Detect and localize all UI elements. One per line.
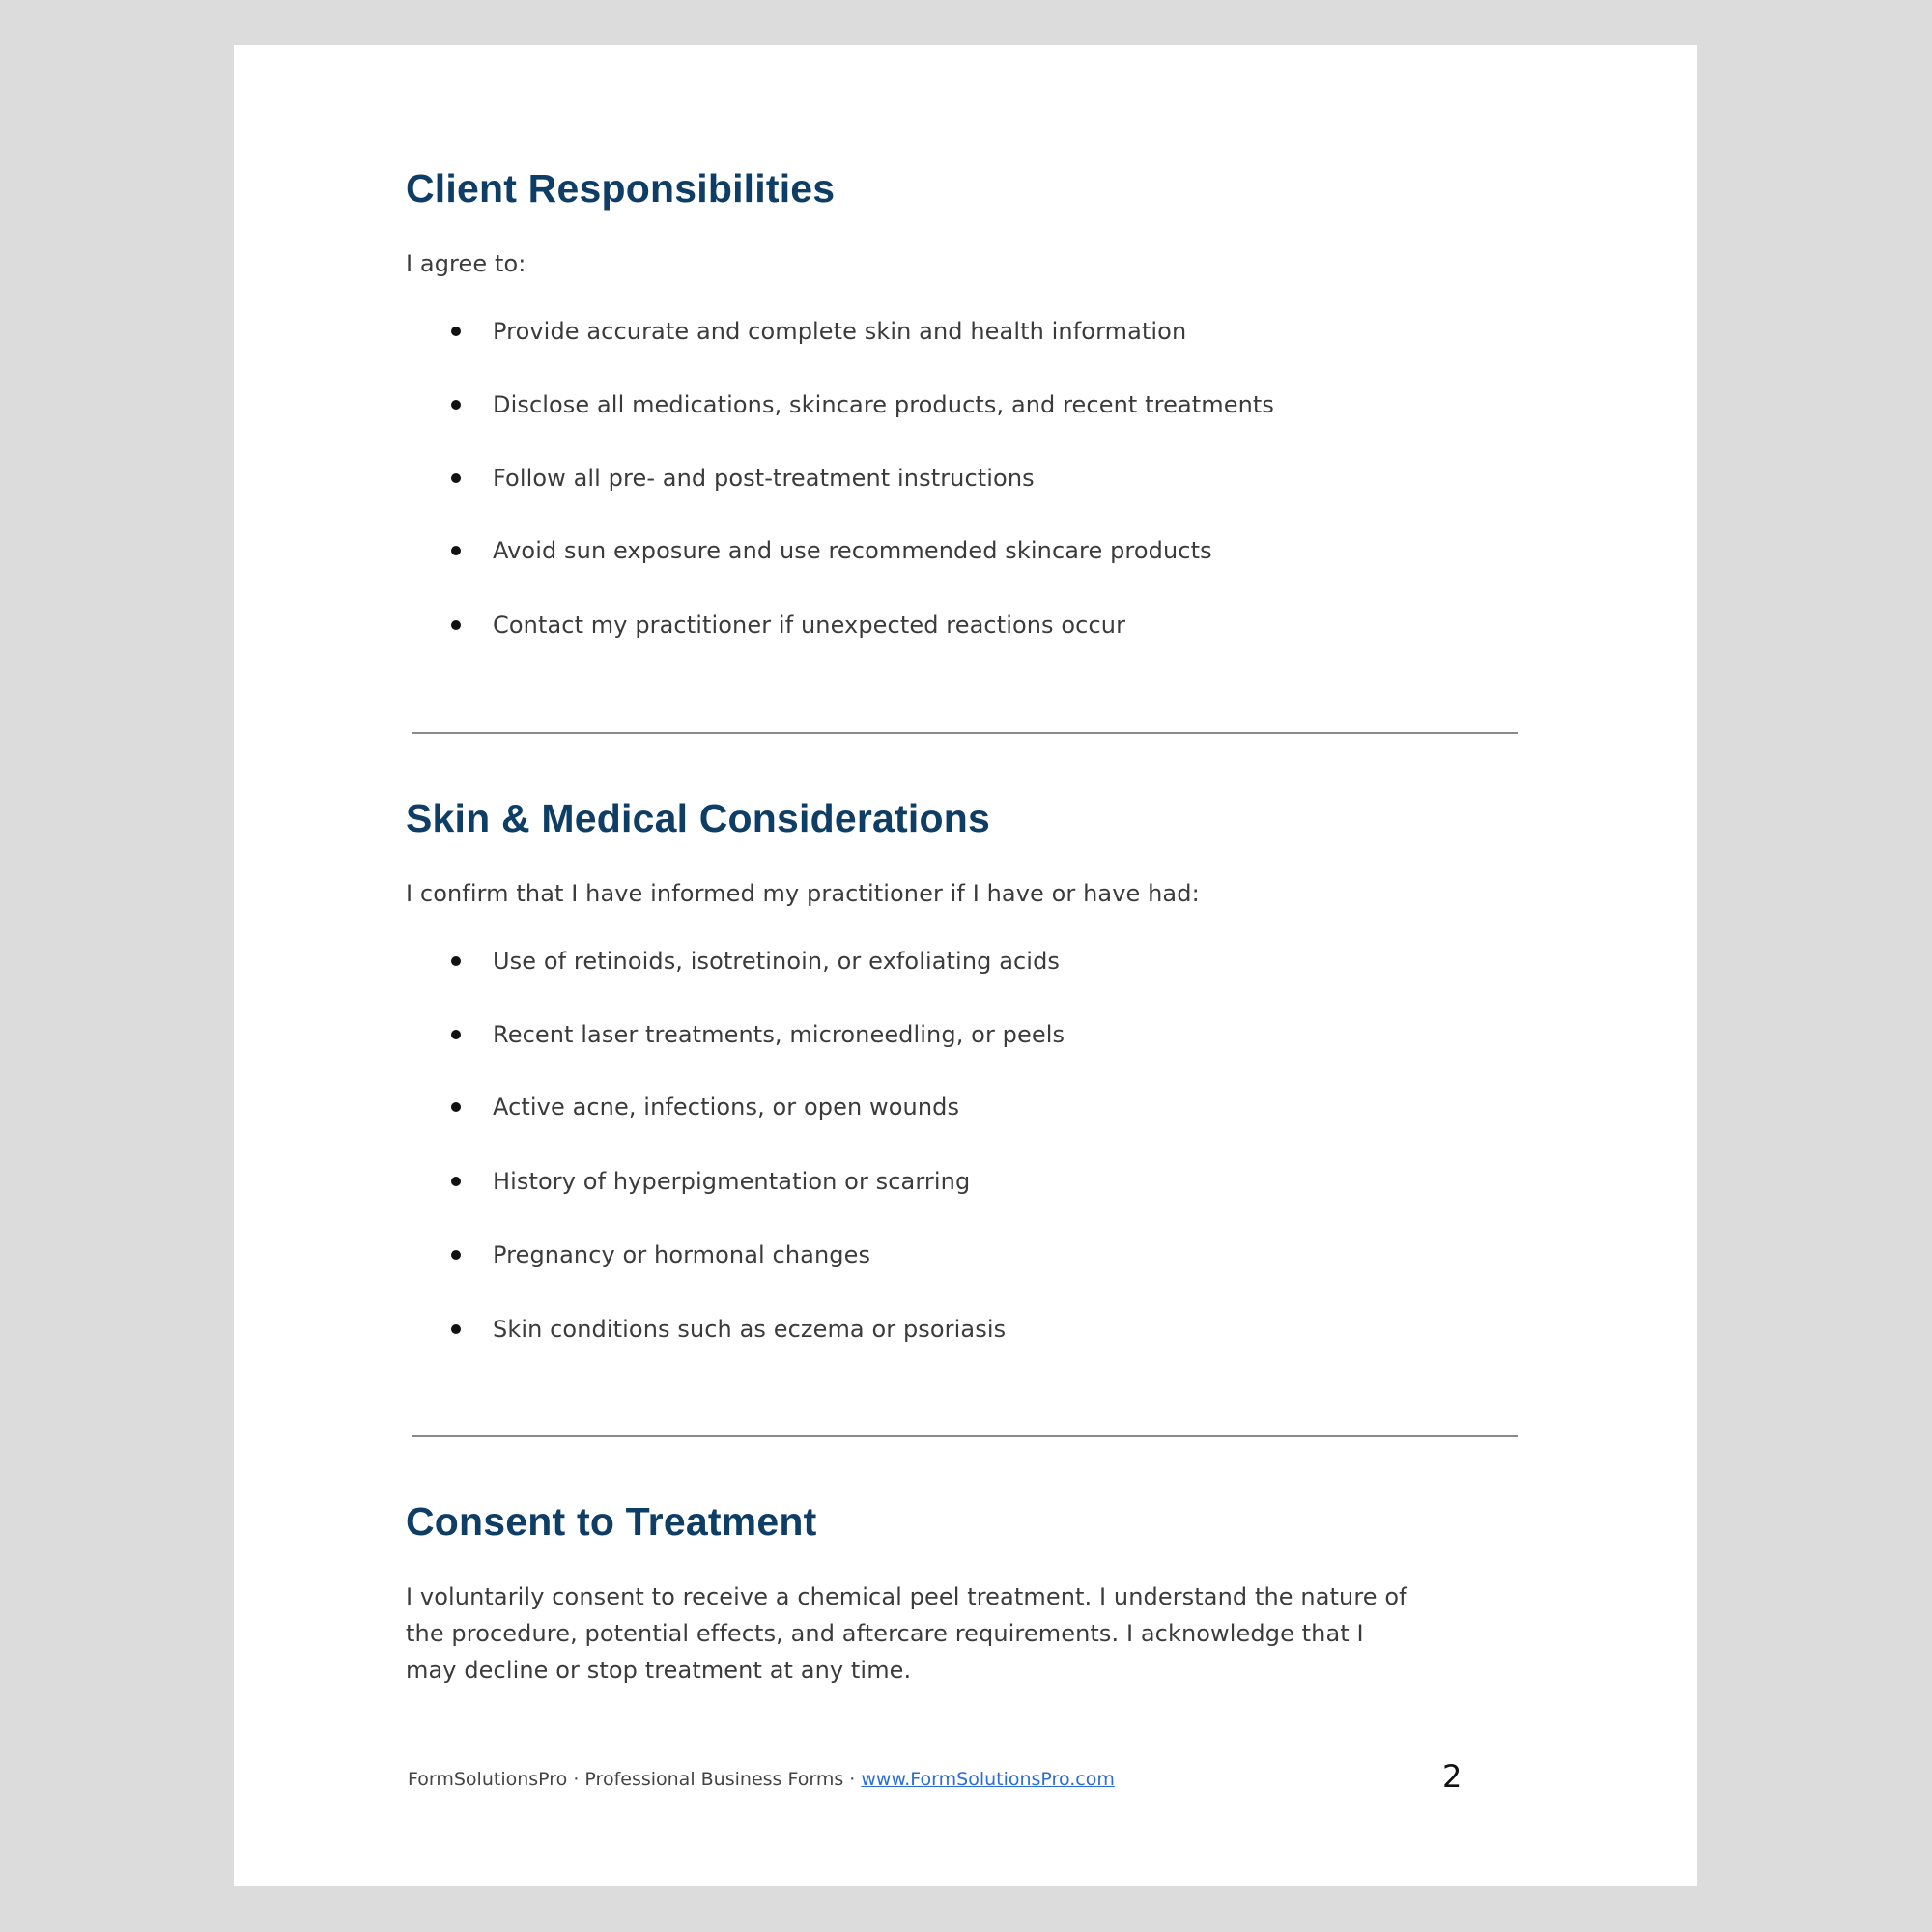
bullet-icon: [451, 620, 461, 630]
section-divider: [412, 732, 1518, 734]
bullet-icon: [451, 400, 461, 410]
section-divider: [412, 1435, 1518, 1437]
list-item-text: Use of retinoids, isotretinoin, or exfoliating acids: [493, 948, 1061, 975]
bullet-icon: [451, 546, 461, 555]
bullet-icon: [451, 1324, 461, 1334]
footer-text: FormSolutionsPro · Professional Business Forms ·: [408, 1769, 862, 1790]
consent-paragraph-line: the procedure, potential effects, and aftercare requirements. I acknowledge that I: [406, 1620, 1364, 1647]
consent-paragraph-line: I voluntarily consent to receive a chemical peel treatment. I understand the nature of: [406, 1583, 1407, 1610]
bullet-icon: [451, 1030, 461, 1039]
bullet-icon: [451, 327, 461, 336]
page-footer: [408, 1771, 1115, 1789]
bullet-icon: [451, 1102, 461, 1112]
list-item-text: Active acne, infections, or open wounds: [493, 1094, 960, 1121]
bullet-icon: [451, 1250, 461, 1260]
list-item-text: Pregnancy or hormonal changes: [493, 1241, 871, 1268]
list-item-text: Contact my practitioner if unexpected reactions occur: [493, 611, 1126, 639]
list-item-text: History of hyperpigmentation or scarring: [493, 1168, 971, 1195]
list-item-text: Recent laser treatments, microneedling, or peels: [493, 1021, 1065, 1048]
section-heading-client-responsibilities: Client Responsibilities: [406, 166, 836, 211]
section-heading-consent: Consent to Treatment: [406, 1499, 817, 1544]
list-item-text: Provide accurate and complete skin and health information: [493, 318, 1187, 345]
consent-paragraph-line: may decline or stop treatment at any time.: [406, 1657, 912, 1684]
section-intro: I confirm that I have informed my practitioner if I have or have had:: [406, 880, 1200, 907]
list-item-text: Disclose all medications, skincare products, and recent treatments: [493, 391, 1275, 418]
section-intro: I agree to:: [406, 250, 526, 277]
bullet-icon: [451, 956, 461, 966]
footer-website-link[interactable]: www.FormSolutionsPro.com: [861, 1769, 1115, 1790]
list-item-text: Follow all pre- and post-treatment instructions: [493, 465, 1035, 492]
page-number: 2: [1442, 1758, 1463, 1795]
document-page: [234, 45, 1697, 1886]
list-item-text: Skin conditions such as eczema or psoriasis: [493, 1316, 1007, 1343]
bullet-icon: [451, 473, 461, 483]
section-heading-skin-medical: Skin & Medical Considerations: [406, 796, 990, 840]
bullet-icon: [451, 1177, 461, 1186]
list-item-text: Avoid sun exposure and use recommended skincare products: [493, 537, 1212, 564]
